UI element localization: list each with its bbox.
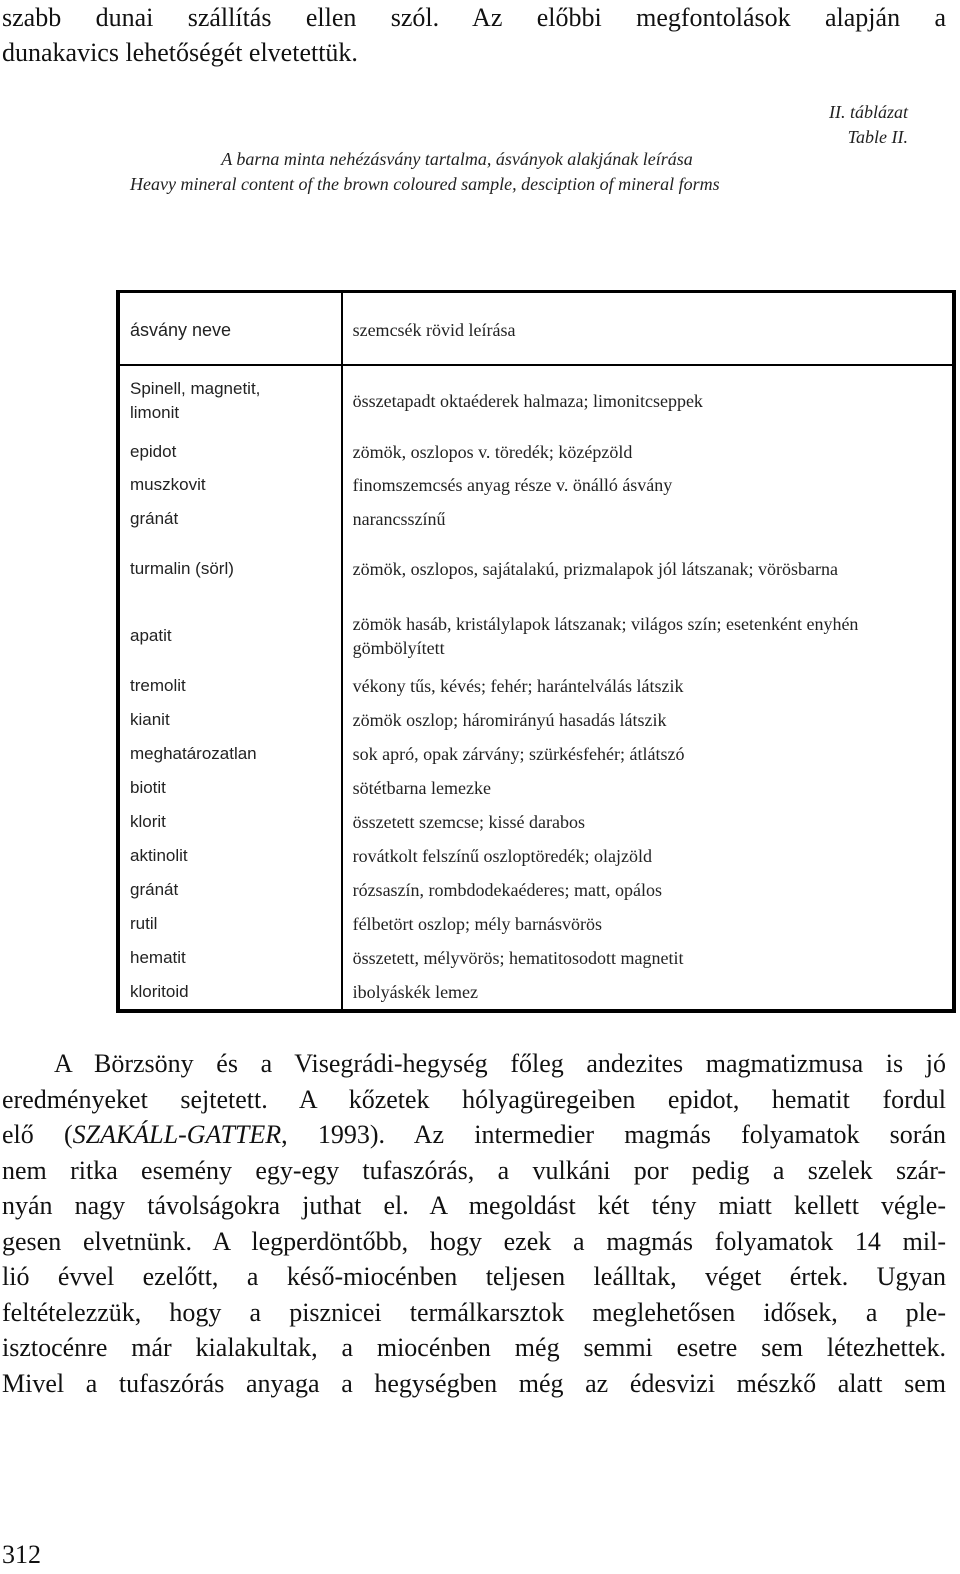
body-line: nem ritka esemény egy-egy tufaszórás, a vulkáni por pedig a szelek szár- bbox=[2, 1155, 946, 1185]
table-caption bbox=[0, 147, 950, 197]
mineral-cell: rutil bbox=[118, 907, 342, 941]
table-row bbox=[118, 737, 954, 771]
mineral-cell: meghatározatlan bbox=[118, 737, 342, 771]
description-cell: összetett, mélyvörös; hematitosodott magnetit bbox=[352, 948, 684, 968]
mineral-cell: hematit bbox=[118, 941, 342, 975]
table-row bbox=[118, 907, 954, 941]
description-cell: összetapadt oktaéderek halmaza; limonitcseppek bbox=[352, 390, 703, 411]
description-cell: zömök, oszlopos v. töredék; középzöld bbox=[352, 441, 633, 462]
body-line: isztocénre már kialakultak, a miocénben még semmi esetre sem létezhettek. bbox=[2, 1333, 946, 1362]
intro-line: szabb dunai szállítás ellen szól. Az előbbi megfontolások alapján a bbox=[2, 3, 946, 32]
body-line: eredményeket sejtetett. A kőzetek hólyagüregeiben epidot, hematit fordul bbox=[2, 1084, 946, 1114]
mineral-cell: kianit bbox=[118, 703, 342, 737]
table-row bbox=[118, 602, 954, 669]
table-label-hu: II. táblázat bbox=[829, 102, 908, 122]
description-cell: zömök, oszlopos, sajátalakú, prizmalapok jól látszanak; vörösbarna bbox=[352, 559, 838, 579]
mineral-cell: gránát bbox=[118, 873, 342, 907]
description-cell: ibolyáskék lemez bbox=[352, 982, 479, 1002]
table-row bbox=[118, 771, 954, 805]
table-row bbox=[118, 941, 954, 975]
table-row bbox=[118, 502, 954, 536]
description-cell: összetett szemcse; kissé darabos bbox=[352, 812, 586, 832]
mineral-cell: epidot bbox=[118, 435, 342, 468]
table-row bbox=[118, 839, 954, 873]
mineral-cell: gránát bbox=[118, 502, 342, 536]
body-line bbox=[2, 1117, 946, 1153]
table-row bbox=[118, 975, 954, 1011]
mineral-name-line: limonit bbox=[130, 402, 180, 422]
intro-paragraph bbox=[2, 0, 946, 70]
table-row bbox=[118, 873, 954, 907]
mineral-cell: tremolit bbox=[118, 669, 342, 703]
mineral-cell: apatit bbox=[118, 602, 342, 669]
body-line: nyán nagy távolságokra juthat el. A megoldást két tény miatt kellett végle- bbox=[2, 1191, 946, 1220]
table-label bbox=[829, 100, 908, 150]
mineral-cell: turmalin (sörl) bbox=[118, 536, 342, 602]
citation: SZAKÁLL-GATTER bbox=[72, 1120, 282, 1149]
description-cell: narancsszínű bbox=[352, 509, 446, 529]
body-line: lió évvel ezelőtt, a késő-miocénben teljesen leálltak, véget értek. Ugyan bbox=[2, 1262, 946, 1291]
body-line: feltételezzük, hogy a pisznicei termálkarsztok meglehetősen idősek, a ple- bbox=[2, 1297, 946, 1327]
caption-en: Heavy mineral content of the brown coloured sample, desciption of mineral forms bbox=[130, 174, 720, 194]
body-paragraph bbox=[2, 1046, 946, 1401]
table-row bbox=[118, 365, 954, 435]
caption-hu: A barna minta nehézásvány tartalma, ásványok alakjának leírása bbox=[221, 149, 693, 169]
description-cell bbox=[342, 602, 954, 669]
description-cell: rovátkolt felszínű oszloptöredék; olajzöld bbox=[352, 846, 652, 866]
description-line: gömbölyített bbox=[352, 637, 445, 658]
description-line: zömök hasáb, kristálylapok látszanak; világos szín; esetenként enyhén bbox=[352, 613, 859, 634]
table-row bbox=[118, 669, 954, 703]
header-description: szemcsék rövid leírása bbox=[342, 292, 954, 366]
page-number: 312 bbox=[2, 1540, 41, 1569]
description-cell: rózsaszín, rombdodekaéderes; matt, opálos bbox=[352, 880, 662, 900]
body-text-fragment: elő ( bbox=[2, 1120, 73, 1149]
mineral-cell: klorit bbox=[118, 805, 342, 839]
description-cell: sötétbarna lemezke bbox=[352, 778, 492, 798]
description-cell: zömök oszlop; háromirányú hasadás látszik bbox=[352, 710, 667, 730]
description-cell: vékony tűs, kévés; fehér; harántelválás látszik bbox=[352, 676, 684, 696]
header-mineral-name: ásvány neve bbox=[118, 292, 342, 366]
mineral-cell: aktinolit bbox=[118, 839, 342, 873]
intro-line: dunakavics lehetőségét elvetettük. bbox=[2, 38, 358, 67]
mineral-name-line: Spinell, magnetit, bbox=[130, 378, 261, 398]
description-cell: finomszemcsés anyag része v. önálló ásvány bbox=[352, 475, 673, 495]
mineral-cell: muszkovit bbox=[118, 468, 342, 502]
table-row bbox=[118, 468, 954, 502]
table-row bbox=[118, 805, 954, 839]
description-cell: sok apró, opak zárvány; szürkésfehér; átlátszó bbox=[352, 744, 685, 764]
table-row bbox=[118, 435, 954, 468]
table-row bbox=[118, 536, 954, 602]
body-text-fragment: , 1993). Az intermedier magmás folyamatok során bbox=[281, 1120, 946, 1149]
table-label-en: Table II. bbox=[847, 127, 908, 147]
description-cell: félbetört oszlop; mély barnásvörös bbox=[352, 914, 603, 934]
body-line: gesen elvetnünk. A legperdöntőbb, hogy ezek a magmás folyamatok 14 mil- bbox=[2, 1226, 946, 1256]
mineral-cell bbox=[118, 365, 342, 435]
mineral-table bbox=[116, 290, 956, 1013]
table-row bbox=[118, 703, 954, 737]
mineral-cell: kloritoid bbox=[118, 975, 342, 1011]
body-line: A Börzsöny és a Visegrádi-hegység főleg andezites magmatizmusa is jó bbox=[54, 1049, 946, 1078]
mineral-cell: biotit bbox=[118, 771, 342, 805]
body-line: Mivel a tufaszórás anyaga a hegységben még az édesvizi mészkő alatt sem bbox=[2, 1368, 946, 1398]
table-header-row bbox=[118, 292, 954, 366]
